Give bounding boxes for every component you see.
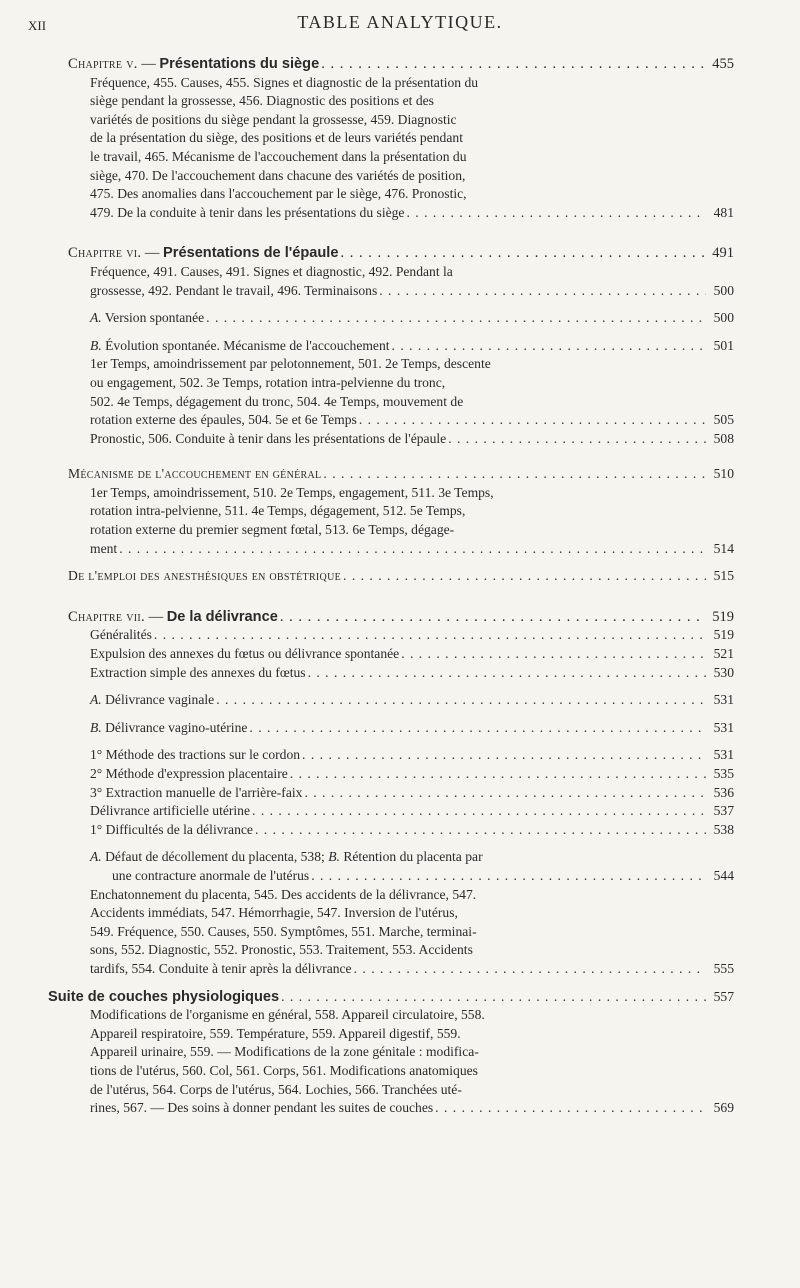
dot-leader <box>311 867 706 886</box>
toc-text-line: Modifications de l'organisme en général, 558. Appareil circulatoire, 558. <box>90 1007 485 1023</box>
page-ref: 508 <box>713 430 734 446</box>
page-ref: 557 <box>713 988 734 1004</box>
page-ref: 535 <box>713 766 734 781</box>
entry-text: 1° Méthode des tractions sur le cordon <box>90 747 301 763</box>
dot-leader <box>154 626 706 645</box>
entry-text: Généralités <box>90 627 152 643</box>
chapter-title: Présentations du siège <box>159 56 320 72</box>
page-ref: 531 <box>713 747 734 763</box>
toc-text-line <box>68 848 734 867</box>
page-header <box>0 12 800 36</box>
page-ref: 519 <box>713 627 734 643</box>
toc-entry <box>68 867 734 886</box>
toc-text-line: siège pendant la grossesse, 456. Diagnostic des positions et des <box>90 93 434 109</box>
page-ref: 515 <box>713 568 734 584</box>
page-ref: 536 <box>713 784 734 800</box>
dot-leader <box>435 1099 706 1118</box>
entry-text: Défaut de décollement du placenta, 538; <box>105 849 325 865</box>
section-heading <box>48 988 734 1007</box>
page-ref: 537 <box>713 803 734 819</box>
entry-text: rotation externe des épaules, 504. 5e et 6e Temps <box>90 412 357 428</box>
toc-text-line: Fréquence, 491. Causes, 491. Signes et diagnostic, 492. Pendant la <box>90 263 453 279</box>
entry-text: une contracture anormale de l'utérus <box>112 867 310 883</box>
page-ref: 569 <box>713 1100 734 1116</box>
toc-entry <box>68 204 734 223</box>
toc-entry <box>68 960 734 979</box>
page-ref: 521 <box>713 646 734 662</box>
section-title: De l'emploi des anesthésiques en obstétrique <box>68 568 342 584</box>
chapter-title: Présentations de l'épaule <box>163 245 339 262</box>
section-title: Mécanisme de l'accouchement en général <box>68 466 322 482</box>
entry-letter: B. <box>90 719 102 735</box>
chapter-title: De la délivrance <box>166 608 278 625</box>
page-ref: 555 <box>713 960 734 976</box>
page-ref: 501 <box>713 337 734 353</box>
chapter-6-heading <box>68 244 734 263</box>
page-ref: 531 <box>713 692 734 708</box>
dot-leader <box>354 960 706 979</box>
entry-letter: A. <box>90 849 102 865</box>
table-of-contents <box>48 55 734 1118</box>
page-ref: 491 <box>712 245 734 262</box>
toc-text-line: le travail, 465. Mécanisme de l'accouchement dans la présentation du <box>90 148 467 164</box>
dot-leader <box>216 691 706 710</box>
dot-leader <box>119 540 706 559</box>
dot-leader <box>343 567 706 586</box>
running-title: TABLE ANALYTIQUE. <box>297 12 503 32</box>
chapter-label: Chapitre vii. <box>68 608 145 625</box>
dot-leader <box>249 719 706 738</box>
entry-text: ment <box>90 540 118 556</box>
toc-entry <box>68 430 734 449</box>
page-ref: 519 <box>712 608 734 625</box>
dot-leader <box>308 664 706 683</box>
entry-letter: B. <box>90 337 102 353</box>
dot-leader <box>280 608 706 627</box>
dot-leader <box>379 282 706 301</box>
entry-text: Expulsion des annexes du fœtus ou délivrance spontanée <box>90 646 400 662</box>
toc-entry <box>68 1099 734 1118</box>
entry-text: 479. De la conduite à tenir dans les présentations du siège <box>90 204 405 220</box>
entry-text: grossesse, 492. Pendant le travail, 496. Terminaisons <box>90 282 378 298</box>
section-heading <box>68 465 734 484</box>
dot-leader <box>252 802 706 821</box>
page-ref: 510 <box>713 466 734 482</box>
dot-leader <box>392 337 706 356</box>
entry-text: Version spontanée <box>104 310 205 326</box>
toc-text-line: ou engagement, 502. 3e Temps, rotation intra-pelvienne du tronc, <box>90 374 446 390</box>
toc-text-line: sons, 552. Diagnostic, 552. Pronostic, 553. Traitement, 553. Accidents <box>90 942 473 958</box>
dot-leader <box>302 746 706 765</box>
toc-text-line: Accidents immédiats, 547. Hémorrhagie, 547. Inversion de l'utérus, <box>90 905 458 921</box>
page-ref: 500 <box>713 282 734 298</box>
page-number: XII <box>28 18 47 33</box>
toc-text-line: variétés de positions du siège pendant la grossesse, 459. Diagnostic <box>90 111 457 127</box>
entry-text: Pronostic, 506. Conduite à tenir dans les présentations de l'épaule <box>90 430 447 446</box>
toc-entry <box>68 821 734 840</box>
entry-letter: A. <box>90 692 102 708</box>
chapter-7-heading <box>68 608 734 627</box>
entry-text: 3° Extraction manuelle de l'arrière-faix <box>90 784 303 800</box>
toc-entry <box>68 664 734 683</box>
toc-entry <box>68 746 734 765</box>
dot-leader <box>304 784 706 803</box>
toc-entry <box>68 802 734 821</box>
toc-text-line: Fréquence, 455. Causes, 455. Signes et diagnostic de la présentation du <box>90 74 479 90</box>
toc-entry <box>68 282 734 301</box>
page-ref: 505 <box>713 412 734 428</box>
chapter-5-heading <box>68 55 734 74</box>
dot-leader <box>255 821 706 840</box>
dot-leader <box>359 411 706 430</box>
toc-text-line: de la présentation du siège, des positions et de leurs variétés pendant <box>90 130 463 146</box>
dash: — <box>141 56 156 72</box>
toc-entry <box>68 411 734 430</box>
dash: — <box>144 245 160 262</box>
toc-text-line: siège, 470. De l'accouchement dans chacune des variétés de position, <box>90 167 466 183</box>
page-ref: 455 <box>712 56 734 72</box>
dot-leader <box>290 765 706 784</box>
page-ref: 530 <box>713 664 734 680</box>
toc-entry <box>68 626 734 645</box>
entry-text: Délivrance vaginale <box>105 692 215 708</box>
dot-leader <box>281 988 706 1007</box>
entry-text: tardifs, 554. Conduite à tenir après la délivrance <box>90 960 352 976</box>
toc-entry <box>68 540 734 559</box>
page-ref: 538 <box>713 821 734 837</box>
chapter-label: Chapitre vi. <box>68 245 142 262</box>
toc-text-line: rotation externe du premier segment fœtal, 513. 6e Temps, dégage- <box>90 522 455 538</box>
toc-text-line: de l'utérus, 564. Corps de l'utérus, 564. Lochies, 566. Tranchées uté- <box>90 1081 462 1097</box>
entry-text: Évolution spontanée. Mécanisme de l'accouchement <box>105 337 390 353</box>
toc-text-line: 502. 4e Temps, dégagement du tronc, 504. 4e Temps, mouvement de <box>90 393 464 409</box>
toc-entry <box>68 784 734 803</box>
entry-text: Extraction simple des annexes du fœtus <box>90 664 306 680</box>
page-ref: 531 <box>713 719 734 735</box>
chapter-label: Chapitre v. <box>68 56 138 72</box>
entry-text: rines, 567. — Des soins à donner pendant les suites de couches <box>90 1100 434 1116</box>
toc-entry <box>68 719 734 738</box>
entry-text: Délivrance artificielle utérine <box>90 803 251 819</box>
entry-text: Délivrance vagino-utérine <box>105 719 248 735</box>
toc-entry <box>68 765 734 784</box>
dot-leader <box>401 645 706 664</box>
page-ref: 544 <box>713 867 734 883</box>
section-heading <box>68 567 734 586</box>
toc-entry <box>68 645 734 664</box>
entry-letter: B. <box>328 849 340 865</box>
toc-text-line: Enchatonnement du placenta, 545. Des accidents de la délivrance, 547. <box>90 886 477 902</box>
entry-text: 1° Difficultés de la délivrance <box>90 821 253 837</box>
page-ref: 514 <box>713 540 734 556</box>
toc-text-line: 1er Temps, amoindrissement par pelotonnement, 501. 2e Temps, descente <box>90 356 491 372</box>
dot-leader <box>406 204 706 223</box>
dot-leader <box>448 430 706 449</box>
toc-text-line: rotation intra-pelvienne, 511. 4e Temps, dégagement, 512. 5e Temps, <box>90 503 466 519</box>
dot-leader <box>323 465 706 484</box>
toc-text-line: tions de l'utérus, 560. Col, 561. Corps, 561. Modifications anatomiques <box>90 1062 478 1078</box>
toc-entry <box>68 337 734 356</box>
dot-leader <box>340 244 706 263</box>
toc-text-line: Appareil respiratoire, 559. Température, 559. Appareil digestif, 559. <box>90 1025 461 1041</box>
toc-text-line: 1er Temps, amoindrissement, 510. 2e Temps, engagement, 511. 3e Temps, <box>90 484 494 500</box>
toc-text-line: 475. Des anomalies dans l'accouchement par le siège, 476. Pronostic, <box>90 186 467 202</box>
toc-entry <box>68 691 734 710</box>
toc-text-line: 549. Fréquence, 550. Causes, 550. Symptômes, 551. Marche, terminai- <box>90 923 477 939</box>
section-title: Suite de couches physiologiques <box>48 988 280 1005</box>
entry-text: 2° Méthode d'expression placentaire <box>90 766 288 781</box>
entry-letter: A. <box>90 310 102 326</box>
dot-leader <box>321 55 706 74</box>
dash: — <box>148 608 164 625</box>
toc-entry <box>68 309 734 328</box>
entry-text: Rétention du placenta par <box>343 849 483 865</box>
dot-leader <box>206 309 706 328</box>
page-ref: 500 <box>713 310 734 326</box>
toc-text-line: Appareil urinaire, 559. — Modifications de la zone génitale : modifica- <box>90 1044 479 1060</box>
page-ref: 481 <box>713 204 734 220</box>
